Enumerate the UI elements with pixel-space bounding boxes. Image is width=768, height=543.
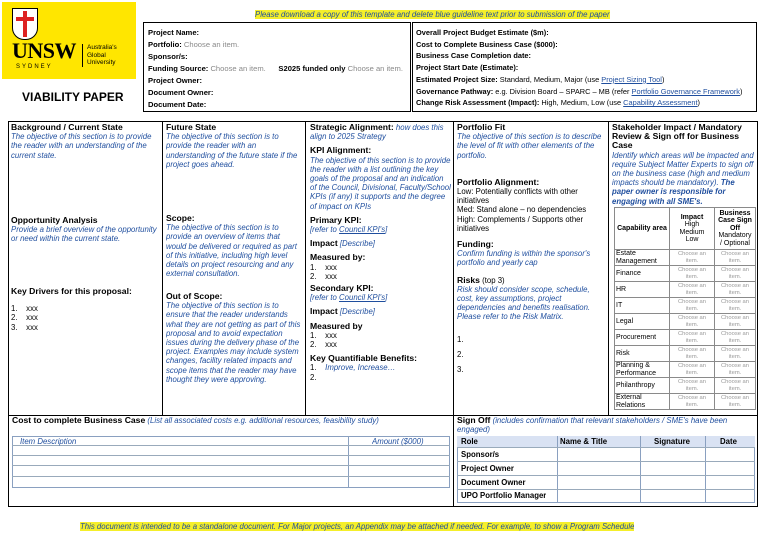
driver-item: 2. xxx (11, 313, 38, 323)
impact-dropdown[interactable]: Choose an item. (670, 298, 715, 314)
portfolio-row[interactable]: Portfolio: Choose an item. (148, 40, 240, 49)
background-heading: Background / Current State (11, 123, 123, 132)
project-fields (148, 27, 410, 111)
governance-row: Governance Pathway: e.g. Division Board – SPARC – MB (refer Portfolio Governance Framework) (416, 86, 743, 96)
unsw-logo (2, 2, 136, 79)
signoff-col-signature: Signature (654, 437, 690, 446)
strategic-heading: Strategic Alignment: (310, 123, 394, 132)
logo-tagline: Australia's Global University (82, 44, 117, 67)
capability-row-label: Planning & Performance (615, 362, 670, 378)
signoff-header: Business Case Sign Off Mandatory / Optional (715, 208, 756, 250)
impact-dropdown[interactable]: Choose an item. (670, 394, 715, 410)
strategic-section: Strategic Alignment: how does this align to 2025 Strategy KPI Alignment: The objective of this section is to provide the reader with a list outlining the key goals of the proposal and an indication of the Council, Divisional, Faculty/School KPIs (if any) it supports and the degree of impact on KPIs Primary KPI: [refer to Council KPI's] Impact [Describe] Measured by: 1. xxx 2. xxx Secondary KPI: [refer to Council KPI's] Impact [Describe] Measured by 1. xxx 2. xxx Key Quantifiable Benefits: 1. Improve, Increase… 2. (310, 123, 451, 382)
funding-row[interactable]: Funding Source: Choose an item. S2025 funded only Choose an item. (148, 64, 403, 73)
capability-row-label: Legal (615, 314, 670, 330)
project-size-row: Estimated Project Size: Standard, Medium, Major (use Project Sizing Tool) (416, 74, 665, 84)
signoff-dropdown[interactable]: Choose an item. (715, 346, 756, 362)
impact-dropdown[interactable]: Choose an item. (670, 314, 715, 330)
council-kpi-link[interactable]: Council KPI's (339, 225, 386, 235)
governance-framework-link[interactable]: Portfolio Governance Framework (631, 86, 740, 96)
scope-heading: Scope: (166, 214, 195, 223)
risk-item: 2. (457, 349, 464, 359)
signoff-dropdown[interactable]: Choose an item. (715, 314, 756, 330)
signoff-col-role: Role (461, 437, 478, 446)
capability-row-label: Finance (615, 266, 670, 282)
top-notice: Please download a copy of this template and delete blue guideline text prior to submission of the paper (255, 10, 610, 19)
document-owner-label: Document Owner: (148, 88, 214, 97)
impact-dropdown[interactable]: Choose an item. (670, 378, 715, 394)
future-state-guide: The objective of this section is to provide the reader with an understanding of the future state if the project goes ahead. (166, 132, 298, 169)
crest-icon (12, 8, 38, 40)
measure-item: 1. xxx (310, 330, 337, 340)
measure-item: 1. xxx (310, 262, 337, 272)
benefits-heading: Key Quantifiable Benefits: (310, 353, 417, 364)
out-of-scope-heading: Out of Scope: (166, 292, 223, 301)
background-section (11, 123, 159, 160)
cost-item-header: Item Description (20, 437, 77, 446)
alignment-low: Low: Potentially conflicts with other initiatives (457, 187, 578, 206)
stakeholder-section (612, 123, 756, 206)
driver-item: 1. xxx (11, 304, 38, 314)
scope-guide: The objective of this section is to provide an overview of items that would be delivered or required as part of this initiative, including high level details on project resourcing and any external consultation. (166, 223, 297, 279)
capability-assessment-link[interactable]: Capability Assessment (623, 98, 698, 108)
cost-complete-label: Cost to Complete Business Case ($000): (416, 39, 558, 49)
capability-row-label: Philanthropy (615, 378, 670, 394)
measure-item: 2. xxx (310, 271, 337, 281)
secondary-kpi-heading: Secondary KPI: (310, 283, 374, 294)
portfolio-fit-heading: Portfolio Fit (457, 123, 506, 132)
capability-row-label: External Relations (615, 394, 670, 410)
impact-header: Impact High Medium Low (670, 208, 715, 250)
kpi-guide: The objective of this section is to provide the reader with a list outlining the key goals of the proposal and an indication of the Council, Divisional, Faculty/School KPIs (if any) it supports and the degree of impact on KPIs (310, 155, 451, 211)
logo-city: SYDNEY (16, 64, 53, 70)
stakeholder-guide: Identify which areas will be impacted and require Subject Matter Experts to sign off on the business case (high and medium impacts should be mandatory). The paper owner is responsible for engaging with all SME's. (612, 150, 754, 206)
measure-item: 2. xxx (310, 340, 337, 350)
capability-row-label: Risk (615, 346, 670, 362)
sponsors-label: Sponsor/s: (148, 52, 188, 61)
out-of-scope-section (166, 292, 302, 384)
impact-dropdown[interactable]: Choose an item. (670, 266, 715, 282)
overall-budget-label: Overall Project Budget Estimate ($m): (416, 28, 549, 37)
capability-row-label: Procurement (615, 330, 670, 346)
kpi-heading: KPI Alignment: (310, 145, 372, 156)
project-sizing-tool-link[interactable]: Project Sizing Tool (601, 74, 662, 84)
signoff-dropdown[interactable]: Choose an item. (715, 266, 756, 282)
portfolio-alignment-heading: Portfolio Alignment: (457, 176, 540, 187)
signoff-col-date: Date (720, 437, 737, 446)
signoff-row-document-owner: Document Owner (461, 478, 526, 487)
project-name-label: Project Name: (148, 28, 200, 37)
strategic-guide: how does this align to 2025 Strategy (310, 123, 444, 142)
scope-section (166, 214, 302, 278)
portfolio-fit-guide: The objective of this section is to describe the level of fit with other elements of the portfolio. (457, 132, 602, 160)
cost-amount-header: Amount ($000) (372, 437, 424, 446)
risk-item: 3. (457, 364, 464, 374)
signoff-row-project-owner: Project Owner (461, 464, 514, 473)
document-date-label: Document Date: (148, 100, 207, 109)
opportunity-section (11, 216, 159, 244)
impact-dropdown[interactable]: Choose an item. (670, 250, 715, 266)
alignment-high: High: Complements / Supports other initiatives (457, 214, 584, 233)
impact-label-2: Impact (310, 306, 338, 317)
capability-row-label: HR (615, 282, 670, 298)
signoff-dropdown[interactable]: Choose an item. (715, 362, 756, 378)
benefit-item: 2. (310, 372, 326, 382)
impact-label: Impact (310, 238, 338, 249)
capability-table (614, 207, 756, 410)
council-kpi-link-2[interactable]: Council KPI's (339, 293, 386, 303)
funding-guide: Confirm funding is within the sponsor's portfolio and yearly cap (457, 249, 591, 268)
benefit-item: 1. Improve, Increase… (310, 363, 396, 373)
impact-dropdown[interactable]: Choose an item. (670, 362, 715, 378)
footer-note: This document is intended to be a standalone document. For Major projects, an Appendix may be attached if needed. For example, to show a Program Schedule (80, 522, 635, 531)
impact-dropdown[interactable]: Choose an item. (670, 346, 715, 362)
start-date-label: Project Start Date (Estimate): (416, 63, 519, 73)
signoff-row-upo-manager: UPO Portfolio Manager (461, 491, 547, 500)
portfolio-fit-section: Portfolio Fit The objective of this section is to describe the level of fit with other elements of the portfolio. Portfolio Alignment: Low: Potentially conflicts with other initiatives Med: Stand alone – no dependencies High: Complements / Supports other initiatives Funding: Confirm funding is within the sponsor's portfolio and yearly cap Risks (top 3) Risk should consider scope, schedule, cost, key assumptions, project dependencies and benefits realisation. Please refer to the Risk Matrix. 1. 2. 3. (457, 123, 605, 377)
background-guide: The objective of this section is to provide the reader with an understanding of the current state. (11, 132, 152, 160)
risk-assessment-row: Change Risk Assessment (Impact): High, Medium, Low (use Capability Assessment) (416, 98, 700, 108)
impact-dropdown[interactable]: Choose an item. (670, 282, 715, 298)
driver-item: 3. xxx (11, 322, 38, 332)
signoff-dropdown[interactable]: Choose an item. (715, 250, 756, 266)
measured-by-heading: Measured by: (310, 252, 366, 263)
opportunity-guide: Provide a brief overview of the opportunity or need within the current state. (11, 225, 157, 244)
signoff-col-name: Name & Title (560, 437, 608, 446)
capability-area-header: Capability area (615, 208, 670, 250)
signoff-row-sponsor: Sponsor/s (461, 450, 500, 459)
signoff-dropdown[interactable]: Choose an item. (715, 394, 756, 410)
alignment-med: Med: Stand alone – no dependencies (457, 205, 587, 215)
future-state-section (166, 123, 302, 169)
signoff-dropdown[interactable]: Choose an item. (715, 282, 756, 298)
completion-date-label: Business Case Completion date: (416, 51, 531, 61)
signoff-dropdown[interactable]: Choose an item. (715, 378, 756, 394)
capability-row-label: Estate Management (615, 250, 670, 266)
risks-guide: Risk should consider scope, schedule, cost, key assumptions, project dependencies and benefits realisation. Please refer to the Risk Matrix. (457, 284, 591, 322)
risks-heading: Risks (457, 274, 480, 285)
project-owner-label: Project Owner: (148, 76, 203, 85)
stakeholder-heading: Stakeholder Impact / Mandatory Review & Sign off for Business Case (612, 123, 742, 151)
out-of-scope-guide: The objective of this section is to ensure that the reader understands what they are not getting as part of this proposal and to avoid expectation issues during the delivery phase of the project. Examples may include system changes, facility related impacts and scope items that the reader may have thought they were approving. (166, 301, 301, 384)
signoff-dropdown[interactable]: Choose an item. (715, 330, 756, 346)
logo-wordmark: UNSW (12, 38, 77, 63)
primary-kpi-heading: Primary KPI: (310, 214, 362, 225)
capability-row-label: IT (615, 298, 670, 314)
future-state-heading: Future State (166, 123, 217, 132)
signoff-heading: Sign Off (includes confirmation that relevant stakeholders / SME's have been engaged) (457, 416, 728, 435)
opportunity-heading: Opportunity Analysis (11, 216, 98, 225)
risk-item: 1. (457, 334, 464, 344)
funding-heading: Funding: (457, 239, 494, 250)
page-title: VIABILITY PAPER (22, 90, 124, 104)
signoff-dropdown[interactable]: Choose an item. (715, 298, 756, 314)
budget-fields (416, 27, 756, 109)
impact-dropdown[interactable]: Choose an item. (670, 330, 715, 346)
measured-by-heading-2: Measured by (310, 320, 363, 331)
drivers-section (11, 287, 159, 332)
cost-section-heading: Cost to complete Business Case (List all associated costs e.g. additional resources, feasibility study) (12, 416, 379, 425)
drivers-heading: Key Drivers for this proposal: (11, 287, 132, 296)
